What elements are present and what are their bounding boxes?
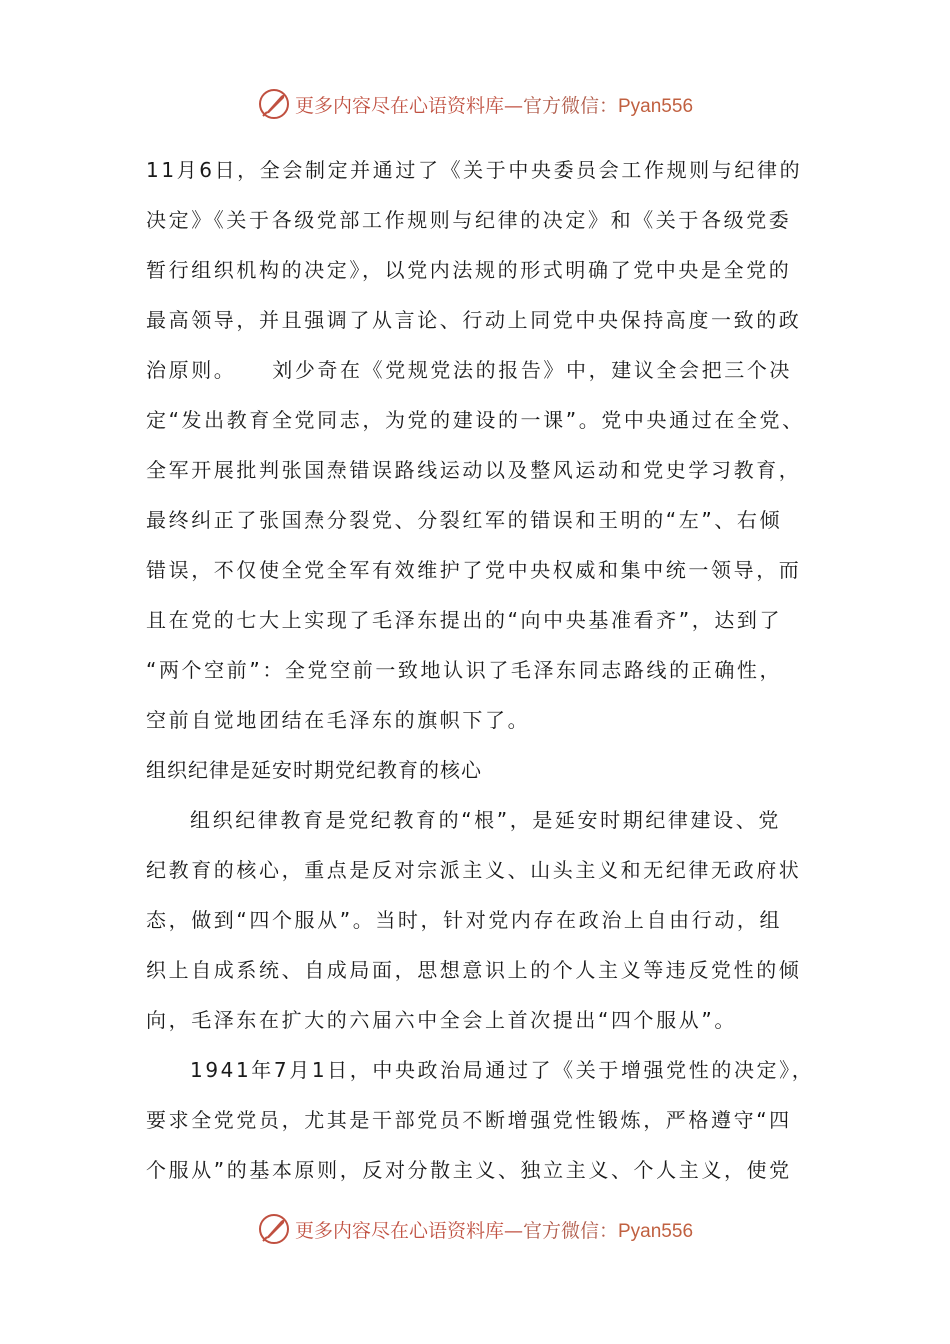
paragraph-line: 织上自成系统、自成局面，思想意识上的个人主义等违反党性的倾 <box>146 958 802 982</box>
paragraph-line: 1941年7月1日，中央政治局通过了《关于增强党性的决定》， <box>190 1058 815 1082</box>
paragraph-line: 向，毛泽东在扩大的六届六中全会上首次提出“四个服从”。 <box>146 1008 737 1032</box>
banner-wechat-id: Pyan556 <box>618 1220 694 1242</box>
quill-pen-logo-icon <box>257 1212 291 1246</box>
paragraph-line: 治原则。 刘少奇在《党规党法的报告》中，建议全会把三个决 <box>146 358 793 382</box>
banner-separator: — <box>503 1219 523 1242</box>
section-heading: 组织纪律是延安时期党纪教育的核心 <box>146 758 482 782</box>
paragraph-line: 全军开展批判张国焘错误路线运动以及整风运动和党史学习教育， <box>146 458 802 482</box>
paragraph-line: 定“发出教育全党同志，为党的建设的一课”。党中央通过在全党、 <box>146 408 805 432</box>
paragraph-line: 暂行组织机构的决定》，以党内法规的形式明确了党中央是全党的 <box>146 258 792 282</box>
header-banner <box>0 86 950 122</box>
paragraph-line: 决定》《关于各级党部工作规则与纪律的决定》和《关于各级党委 <box>146 208 792 232</box>
banner-wechat-id: Pyan556 <box>618 95 694 117</box>
paragraph-line: 11月6日，全会制定并通过了《关于中央委员会工作规则与纪律的 <box>146 158 803 182</box>
paragraph-line: 且在党的七大上实现了毛泽东提出的“向中央基准看齐”，达到了 <box>146 608 783 632</box>
paragraph-line: 要求全党党员，尤其是干部党员不断增强党性锻炼，严格遵守“四 <box>146 1108 792 1132</box>
paragraph-line: 最终纠正了张国焘分裂党、分裂红军的错误和王明的“左”、右倾 <box>146 508 783 532</box>
footer-banner <box>0 1211 950 1247</box>
banner-wechat-label: 官方微信： <box>522 1219 618 1242</box>
paragraph-line: 个服从”的基本原则，反对分散主义、独立主义、个人主义，使党 <box>146 1158 792 1182</box>
banner-separator: — <box>503 94 523 117</box>
paragraph-line: 纪教育的核心，重点是反对宗派主义、山头主义和无纪律无政府状 <box>146 858 802 882</box>
paragraph-line: “两个空前”：全党空前一致地认识了毛泽东同志路线的正确性， <box>146 658 783 682</box>
banner-site: 更多内容尽在心语资料库 <box>294 1219 504 1242</box>
banner-site: 更多内容尽在心语资料库 <box>294 94 504 117</box>
banner-text <box>295 91 693 118</box>
paragraph-line: 错误，不仅使全党全军有效维护了党中央权威和集中统一领导，而 <box>146 558 802 582</box>
quill-pen-logo-icon <box>257 87 291 121</box>
paragraph-line: 空前自觉地团结在毛泽东的旗帜下了。 <box>146 708 531 732</box>
banner-wechat-label: 官方微信： <box>522 94 618 117</box>
paragraph-line: 最高领导，并且强调了从言论、行动上同党中央保持高度一致的政 <box>146 308 802 332</box>
document-body <box>146 150 814 1200</box>
banner-text <box>295 1216 693 1243</box>
paragraph-line: 组织纪律教育是党纪教育的“根”，是延安时期纪律建设、党 <box>190 808 781 832</box>
paragraph-line: 态，做到“四个服从”。当时，针对党内存在政治上自由行动，组 <box>146 908 783 932</box>
